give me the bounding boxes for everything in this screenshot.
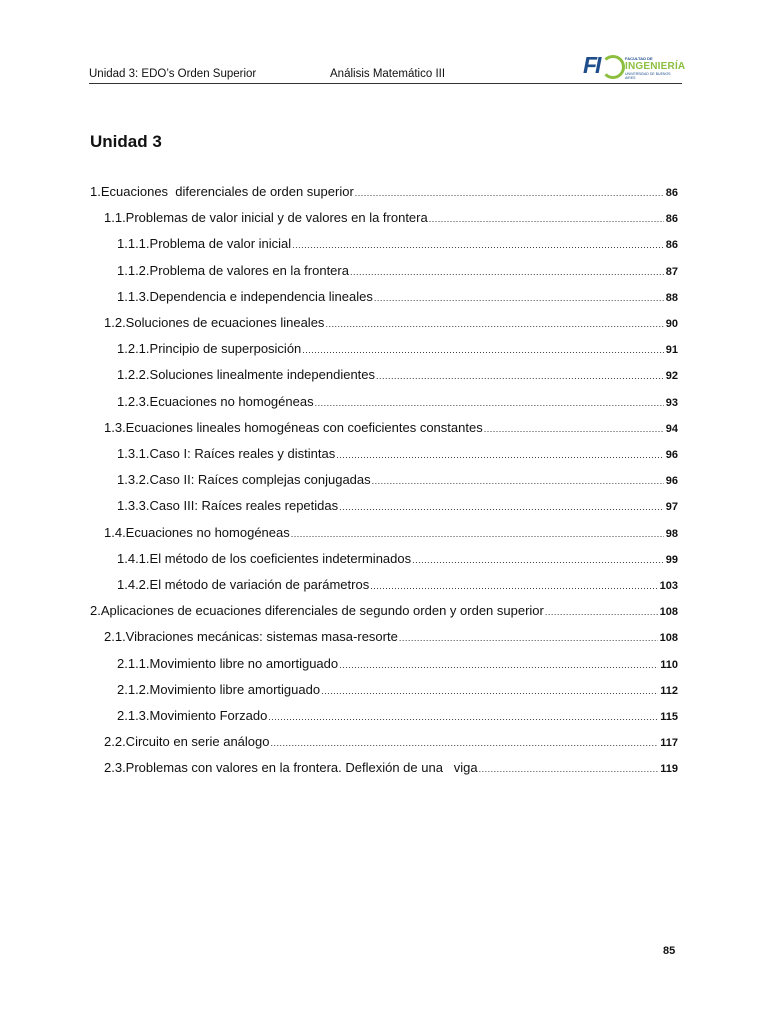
toc-entry-page: 117 (660, 737, 678, 750)
toc-entry[interactable] (90, 603, 678, 625)
toc-entry[interactable] (104, 525, 678, 547)
toc-entry-label: 1.1.2.Problema de valores en la frontera (117, 262, 349, 278)
toc-dot-leader (479, 764, 659, 774)
toc-entry[interactable] (117, 289, 678, 311)
toc-dot-leader (292, 240, 664, 250)
toc-entry[interactable] (104, 760, 678, 782)
toc-entry-page: 90 (665, 318, 678, 330)
toc-entry-label: 1.2.Soluciones de ecuaciones lineales (104, 315, 325, 330)
toc-entry-label: 2.1.2.Movimiento libre amortiguado (117, 681, 321, 697)
toc-entry-page: 115 (660, 711, 678, 723)
toc-entry-page: 88 (665, 291, 678, 304)
header-course: Análisis Matemático III (330, 68, 446, 80)
toc-entry[interactable] (104, 734, 678, 756)
toc-entry-label: 2.1.3.Movimiento Forzado (117, 708, 268, 723)
header-unit: Unidad 3: EDO’s Orden Superior (89, 68, 257, 80)
toc-entry-page: 112 (660, 684, 678, 697)
toc-entry-label: 1.3.1.Caso I: Raíces reales y distintas (117, 446, 336, 461)
page-header (89, 52, 686, 84)
toc-dot-leader (268, 712, 658, 722)
toc-entry-page: 86 (665, 239, 678, 252)
logo-tiny-text: UNIVERSIDAD DE BUENOS AIRES (625, 72, 671, 80)
toc-entry-page: 99 (665, 553, 678, 566)
logo-ring-icon (601, 55, 625, 79)
toc-entry-page: 91 (665, 344, 678, 357)
toc-entry-label: 1.2.3.Ecuaciones no homogéneas (117, 393, 314, 409)
toc-entry[interactable] (117, 708, 678, 730)
toc-entry-page: 92 (665, 370, 678, 383)
toc-entry-label: 1.1.1.Problema de valor inicial (117, 236, 292, 252)
toc-entry-page: 98 (665, 527, 678, 540)
toc-entry[interactable] (117, 263, 678, 285)
toc-dot-leader (399, 633, 658, 643)
toc-entry-label: 1.2.1.Principio de superposición (117, 341, 302, 357)
toc-dot-leader (321, 686, 658, 696)
toc-entry[interactable] (117, 577, 678, 599)
toc-dot-leader (355, 188, 664, 198)
faculty-logo (583, 52, 686, 80)
toc-entry-page: 86 (665, 213, 678, 226)
toc-dot-leader (545, 607, 658, 617)
toc-entry[interactable] (117, 341, 678, 363)
toc-dot-leader (376, 371, 664, 381)
toc-entry[interactable] (117, 551, 678, 573)
toc-entry-page: 110 (660, 658, 678, 671)
toc-entry-label: 1.Ecuaciones diferenciales de orden superior (90, 184, 354, 199)
toc-entry[interactable] (104, 629, 678, 651)
toc-entry[interactable] (117, 446, 678, 468)
toc-entry-label: 2.3.Problemas con valores en la frontera. Deflexión de una viga (104, 760, 478, 776)
logo-big-text: INGENIERÍA (625, 61, 686, 72)
toc-entry-label: 1.1.3.Dependencia e independencia lineales (117, 288, 373, 304)
toc-entry[interactable] (117, 472, 678, 494)
page-title: Unidad 3 (90, 132, 162, 151)
toc-entry[interactable] (90, 184, 678, 206)
toc-entry-label: 1.4.Ecuaciones no homogéneas (104, 524, 290, 540)
toc-entry-label: 2.1.Vibraciones mecánicas: sistemas masa-resorte (104, 629, 398, 645)
toc-entry-label: 2.1.1.Movimiento libre no amortiguado (117, 655, 339, 671)
toc-entry-page: 96 (665, 475, 678, 488)
toc-dot-leader (372, 476, 664, 486)
toc-entry-page: 93 (665, 396, 678, 409)
toc-dot-leader (374, 293, 664, 303)
toc-dot-leader (370, 581, 657, 591)
logo-mark: FI (583, 52, 600, 78)
toc-entry-label: 2.Aplicaciones de ecuaciones diferenciales de segundo orden y orden superior (90, 603, 544, 619)
toc-entry[interactable] (117, 367, 678, 389)
toc-entry-page: 86 (665, 187, 678, 199)
toc-entry-page: 108 (659, 632, 678, 645)
toc-dot-leader (291, 529, 664, 539)
toc-entry-label: 2.2.Circuito en serie análogo (104, 734, 270, 750)
logo-small-text: FACULTAD DE (625, 56, 653, 61)
toc-dot-leader (336, 450, 664, 460)
toc-entry-page: 108 (659, 606, 678, 619)
toc-entry[interactable] (117, 682, 678, 704)
toc-entry[interactable] (104, 210, 678, 232)
toc-entry[interactable] (117, 236, 678, 258)
toc-entry[interactable] (104, 420, 678, 442)
toc-entry-page: 103 (659, 580, 678, 592)
toc-dot-leader (339, 660, 658, 670)
toc-entry[interactable] (117, 498, 678, 520)
toc-entry-label: 1.1.Problemas de valor inicial y de valores en la frontera (104, 210, 428, 226)
toc-entry-page: 94 (665, 422, 678, 435)
toc-dot-leader (412, 555, 664, 565)
toc-entry[interactable] (117, 394, 678, 416)
toc-dot-leader (271, 738, 659, 748)
toc-entry-label: 1.3.2.Caso II: Raíces complejas conjugadas (117, 472, 371, 488)
toc-entry-label: 1.4.2.El método de variación de parámetros (117, 577, 370, 592)
toc-dot-leader (429, 214, 664, 224)
toc-entry-page: 119 (660, 763, 678, 776)
toc-entry[interactable] (117, 656, 678, 678)
toc-entry-page: 96 (665, 449, 678, 461)
toc-dot-leader (339, 502, 664, 512)
toc-dot-leader (325, 319, 663, 329)
toc-dot-leader (350, 267, 664, 277)
toc-entry-label: 1.2.2.Soluciones linealmente independientes (117, 367, 376, 383)
toc-entry-page: 97 (665, 501, 678, 514)
toc-entry-label: 1.4.1.El método de los coeficientes indeterminados (117, 550, 412, 566)
toc-dot-leader (484, 424, 664, 434)
page-number: 85 (663, 945, 676, 957)
toc-entry-label: 1.3.Ecuaciones lineales homogéneas con coeficientes constantes (104, 419, 483, 435)
toc-entry-label: 1.3.3.Caso III: Raíces reales repetidas (117, 498, 339, 514)
toc-dot-leader (315, 398, 664, 408)
toc-entry-page: 87 (665, 265, 678, 278)
toc-dot-leader (302, 345, 663, 355)
toc-entry[interactable] (104, 315, 678, 337)
